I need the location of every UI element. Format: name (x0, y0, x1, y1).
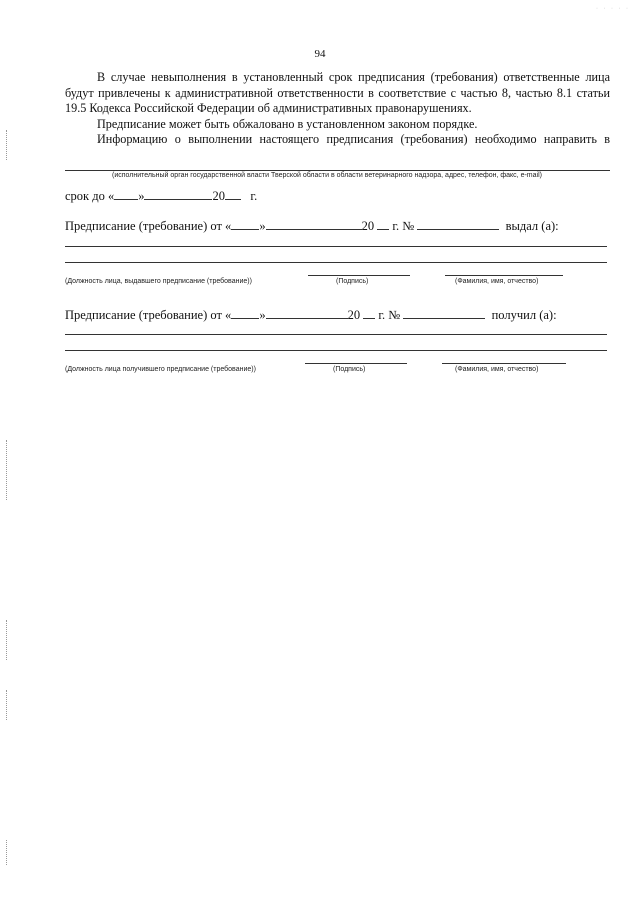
issuer-name-caption: (Фамилия, имя, отчество) (455, 278, 539, 285)
received-month-blank[interactable] (266, 307, 348, 319)
issued-line-2[interactable] (65, 262, 607, 263)
deadline-field (65, 188, 257, 204)
issuer-signature-caption: (Подпись) (336, 278, 369, 285)
received-day-blank[interactable] (231, 307, 259, 319)
margin-mark (6, 620, 7, 660)
receiver-position-caption: (Должность лица получившего предписание (требование)) (65, 366, 256, 373)
receiver-name-caption: (Фамилия, имя, отчество) (455, 366, 539, 373)
receiver-signature-caption: (Подпись) (333, 366, 366, 373)
issued-prefix: Предписание (требование) от « (65, 219, 232, 233)
issued-day-blank[interactable] (231, 218, 259, 230)
received-year: 20 (347, 308, 361, 322)
received-prefix: Предписание (требование) от « (65, 308, 232, 322)
margin-mark (6, 840, 7, 865)
deadline-prefix: срок до « (65, 189, 115, 203)
issued-number-label: г. № (392, 219, 415, 233)
deadline-month-blank[interactable] (144, 188, 212, 200)
issued-number-blank[interactable] (417, 218, 499, 230)
authority-caption: (исполнительный орган государственной власти Тверской области в области ветеринарного надзора, адрес, телефон, факс, e-mail) (112, 172, 542, 179)
received-year-blank[interactable] (363, 307, 375, 319)
issuer-position-caption: (Должность лица, выдавшего предписание (требование)) (65, 278, 252, 285)
received-line-2[interactable] (65, 350, 607, 351)
issued-line-1[interactable] (65, 246, 607, 247)
margin-mark (6, 130, 7, 160)
receiver-signature-line[interactable] (305, 363, 407, 364)
received-suffix: получил (а): (491, 308, 557, 322)
receiver-name-line[interactable] (442, 363, 566, 364)
deadline-year-prefix: 20 (212, 189, 225, 203)
issued-suffix: выдал (а): (505, 219, 559, 233)
deadline-mid: » (138, 189, 145, 203)
received-field (65, 307, 557, 323)
margin-mark (6, 440, 7, 500)
received-line-1[interactable] (65, 334, 607, 335)
received-mid: » (259, 308, 266, 322)
page-number: 94 (314, 48, 326, 60)
issuer-name-line[interactable] (445, 275, 563, 276)
issuer-signature-line[interactable] (308, 275, 410, 276)
margin-mark (6, 690, 7, 720)
authority-line (65, 170, 610, 171)
deadline-year-blank[interactable] (225, 188, 241, 200)
received-number-label: г. № (378, 308, 401, 322)
paragraph-info-send: Информацию о выполнении настоящего предписания (требования) необходимо направить в (97, 132, 610, 146)
body-text (65, 70, 610, 148)
issued-mid: » (259, 219, 266, 233)
corner-marks: · · · · · (596, 6, 630, 12)
paragraph-liability: В случае невыполнения в установленный срок предписания (требования) ответственные лица будут привлечены к административной ответственности в соответствие с частью 8, частью 8.1 статьи 19.5 Кодекса Российской Федерации об административных правонарушениях. (65, 70, 610, 115)
received-number-blank[interactable] (403, 307, 485, 319)
issued-year: 20 (361, 219, 375, 233)
issued-field (65, 218, 559, 234)
paragraph-appeal: Предписание может быть обжаловано в установленном законом порядке. (97, 116, 478, 131)
deadline-day-blank[interactable] (114, 188, 138, 200)
issued-year-blank[interactable] (377, 218, 389, 230)
issued-month-blank[interactable] (266, 218, 362, 230)
deadline-year-suffix: г. (250, 189, 258, 203)
